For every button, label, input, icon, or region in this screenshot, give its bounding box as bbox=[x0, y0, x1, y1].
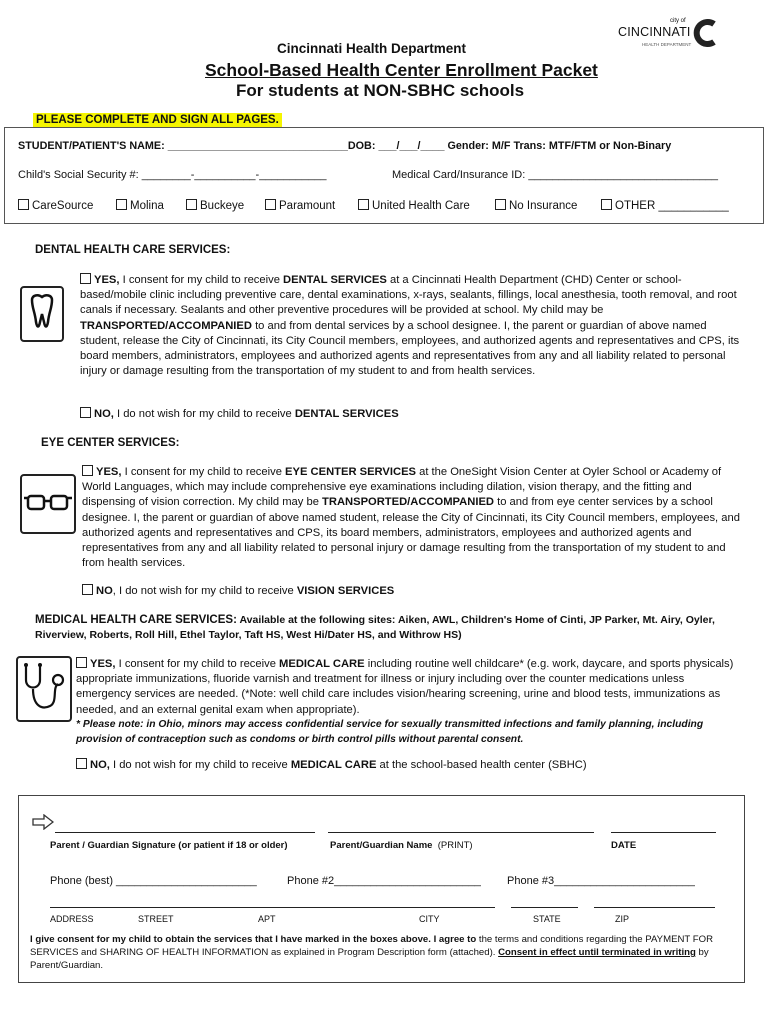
state-line[interactable] bbox=[511, 907, 578, 908]
complete-sign-banner: PLEASE COMPLETE AND SIGN ALL PAGES. bbox=[33, 113, 282, 127]
text: I consent for my child to receive bbox=[121, 466, 286, 478]
cincinnati-logo bbox=[614, 18, 720, 52]
service-name: VISION SERVICES bbox=[296, 585, 395, 597]
consent-text: the terms and conditions regarding the PAYMENT FOR SERVICES and SHARING OF HEALTH INFORMATION as explained in Program Description form (attached). bbox=[30, 934, 714, 958]
consent-end: by Parent/Guardian. bbox=[30, 947, 709, 971]
text: I consent for my child to receive bbox=[119, 274, 284, 286]
glasses-icon bbox=[20, 474, 76, 534]
text: at a Cincinnati Health Department (CHD) Center or school-based/mobile clinic including preventive care, dental examinations, x-rays, sealants, fillings, local anesthesia, tooth removal, and root canals if necessary. Sealants and other preventive procedures will be provided at school. My child may be bbox=[80, 274, 737, 317]
plan-label: Molina bbox=[130, 200, 164, 212]
service-name: MEDICAL CARE bbox=[290, 759, 377, 771]
address-label: ADDRESS bbox=[50, 914, 94, 924]
department-name: Cincinnati Health Department bbox=[277, 41, 467, 56]
medical-heading bbox=[35, 613, 735, 643]
plan-no-insurance[interactable] bbox=[495, 199, 577, 212]
service-name: EYE CENTER SERVICES bbox=[285, 466, 417, 478]
checkbox[interactable] bbox=[186, 199, 197, 210]
medical-confidential-note: * Please note: in Ohio, minors may access confidential service for sexually transmitted infections and family planning, including provision of contraception such as condoms or birth control pills without parental consent. bbox=[76, 719, 704, 746]
tooth-icon bbox=[20, 286, 64, 342]
medical-sites: Available at the following sites: Aiken, AWL, Children's Home of Cinti, JP Parker, Mt. Airy, Oyler, Riverview, Roberts, Roll Hill, Ethel Taylor, Taft HS, West Hi/Dater HS, and Withrow HS) bbox=[35, 614, 715, 641]
medical-no-consent[interactable] bbox=[76, 758, 587, 771]
consent-bold: I give consent for my child to obtain the services that I have marked in the boxes above. I agree to bbox=[30, 934, 477, 945]
phone-best-field[interactable]: Phone (best) _______________________ bbox=[50, 875, 257, 887]
yes-label: YES, bbox=[94, 274, 120, 286]
dental-yes-consent[interactable] bbox=[80, 273, 740, 379]
logo-city-of: city of bbox=[670, 18, 686, 24]
plan-molina[interactable] bbox=[116, 199, 164, 212]
dental-yes-checkbox[interactable] bbox=[80, 273, 91, 284]
logo-name: CINCINNATI bbox=[618, 25, 691, 39]
zip-label: ZIP bbox=[615, 914, 630, 924]
street-label: STREET bbox=[138, 914, 174, 924]
date-line[interactable] bbox=[611, 832, 716, 833]
cincinnati-c-logo-icon bbox=[692, 18, 720, 48]
phone2-field[interactable]: Phone #2________________________ bbox=[287, 875, 481, 887]
logo-dept: HEALTH DEPARTMENT bbox=[642, 42, 692, 47]
arrow-right-icon bbox=[32, 814, 54, 830]
text: I do not wish for my child to receive bbox=[109, 759, 291, 771]
dental-heading: DENTAL HEALTH CARE SERVICES: bbox=[35, 244, 231, 256]
dental-no-consent[interactable] bbox=[80, 407, 399, 420]
page-subtitle: For students at NON-SBHC schools bbox=[236, 81, 525, 100]
page-title: School-Based Health Center Enrollment Packet bbox=[205, 60, 598, 80]
date-label: DATE bbox=[611, 840, 637, 851]
signature-label: Parent / Guardian Signature (or patient if 18 or older) bbox=[50, 840, 288, 851]
checkbox[interactable] bbox=[495, 199, 506, 210]
medical-heading-title: MEDICAL HEALTH CARE SERVICES: bbox=[35, 614, 237, 626]
guardian-name-label bbox=[330, 840, 473, 851]
medical-yes-checkbox[interactable] bbox=[76, 657, 87, 668]
no-label: NO bbox=[96, 585, 113, 597]
text: at the OneSight Vision Center at Oyler School or Academy of World Languages, which may include comprehensive eye examinations including dilation, vision therapy, and the fitting and dispensing of vision correction. My child may be bbox=[82, 466, 722, 509]
eye-yes-checkbox[interactable] bbox=[82, 465, 93, 476]
guardian-name-line[interactable] bbox=[328, 832, 594, 833]
medical-yes-consent[interactable] bbox=[76, 657, 736, 718]
text: to and from dental services by a school designee. I, the parent or guardian of above named student, release the City of Cincinnati, its City Council members, employees, and authorized agents and representatives and CPS, its board members, administrators, employees and authorized agents and representatives from any and all liability related to personal injury or damage resulting from the transportation of my student to and from health services. bbox=[80, 319, 740, 378]
apt-label: APT bbox=[258, 914, 276, 924]
eye-no-consent[interactable] bbox=[82, 584, 394, 597]
plan-paramount[interactable] bbox=[265, 199, 335, 212]
service-name: DENTAL SERVICES bbox=[283, 274, 387, 286]
transport-label: TRANSPORTED/ACCOMPANIED bbox=[80, 319, 252, 332]
text: at the school-based health center (SBHC) bbox=[376, 759, 587, 771]
ssn-field[interactable]: Child's Social Security #: ________-__________-___________ bbox=[18, 169, 327, 181]
plan-label: Buckeye bbox=[200, 200, 245, 212]
plan-label: CareSource bbox=[32, 200, 94, 212]
checkbox[interactable] bbox=[601, 199, 612, 210]
city-label: CITY bbox=[419, 914, 440, 924]
checkbox[interactable] bbox=[358, 199, 369, 210]
eye-heading: EYE CENTER SERVICES: bbox=[41, 437, 180, 449]
address-line[interactable] bbox=[50, 907, 495, 908]
signature-line[interactable] bbox=[55, 832, 315, 833]
text: I consent for my child to receive bbox=[115, 658, 280, 670]
transport-label: TRANSPORTED/ACCOMPANIED bbox=[322, 496, 494, 509]
yes-label: YES, bbox=[90, 658, 116, 670]
consent-statement bbox=[30, 933, 730, 972]
zip-line[interactable] bbox=[594, 907, 715, 908]
text: including routine well childcare* (e.g. work, daycare, and sports physicals) appropriate immunizations, fluoride varnish and treatment for illness or injury including over the counter medications unless emergency services are needed. (*Note: well child care includes vision/hearing screening, urine and blood tests, immunizations as needed, and an external genital exam when appropriate). bbox=[76, 658, 734, 716]
plan-caresource[interactable] bbox=[18, 199, 93, 212]
student-name-dob-line[interactable]: STUDENT/PATIENT'S NAME: ______________________________DOB: ___/___/____ Gender: M/F Trans: MTF/FTM or Non-Binary bbox=[18, 140, 672, 152]
print-note: (PRINT) bbox=[437, 840, 473, 851]
eye-yes-consent[interactable] bbox=[82, 465, 742, 571]
medical-no-checkbox[interactable] bbox=[76, 758, 87, 769]
plan-buckeye[interactable] bbox=[186, 199, 244, 212]
plan-other[interactable] bbox=[601, 199, 729, 212]
yes-label: YES, bbox=[96, 466, 122, 478]
plan-label: No Insurance bbox=[509, 200, 578, 212]
checkbox[interactable] bbox=[18, 199, 29, 210]
plan-label: United Health Care bbox=[372, 200, 470, 212]
text: , I do not wish for my child to receive bbox=[112, 585, 297, 597]
service-name: DENTAL SERVICES bbox=[294, 408, 399, 420]
state-label: STATE bbox=[533, 914, 561, 924]
text: I do not wish for my child to receive bbox=[113, 408, 295, 420]
consent-termination: Consent in effect until terminated in writing bbox=[498, 947, 696, 958]
dental-no-checkbox[interactable] bbox=[80, 407, 91, 418]
plan-label: Paramount bbox=[279, 200, 336, 212]
checkbox[interactable] bbox=[116, 199, 127, 210]
plan-label: OTHER ___________ bbox=[615, 200, 729, 212]
phone3-field[interactable]: Phone #3_______________________ bbox=[507, 875, 695, 887]
insurance-id-field[interactable]: Medical Card/Insurance ID: _______________________________ bbox=[392, 169, 718, 181]
no-label: NO, bbox=[94, 408, 114, 420]
name-label-text: Parent/Guardian Name bbox=[330, 840, 433, 851]
plan-united[interactable] bbox=[358, 199, 470, 212]
no-label: NO, bbox=[90, 759, 110, 771]
service-name: MEDICAL CARE bbox=[279, 658, 365, 670]
stethoscope-icon bbox=[16, 656, 72, 722]
checkbox[interactable] bbox=[265, 199, 276, 210]
text: to and from eye center services by a school designee. I, the parent or guardian of above named student, release the City of Cincinnati, its City Council members, employees, and authorized agents and representatives and CPS, its board members, administrators, employees and authorized agents and representatives from any and all liability related to personal injury or damage resulting from the transportation of my student to and from health services. bbox=[82, 496, 740, 570]
eye-no-checkbox[interactable] bbox=[82, 584, 93, 595]
